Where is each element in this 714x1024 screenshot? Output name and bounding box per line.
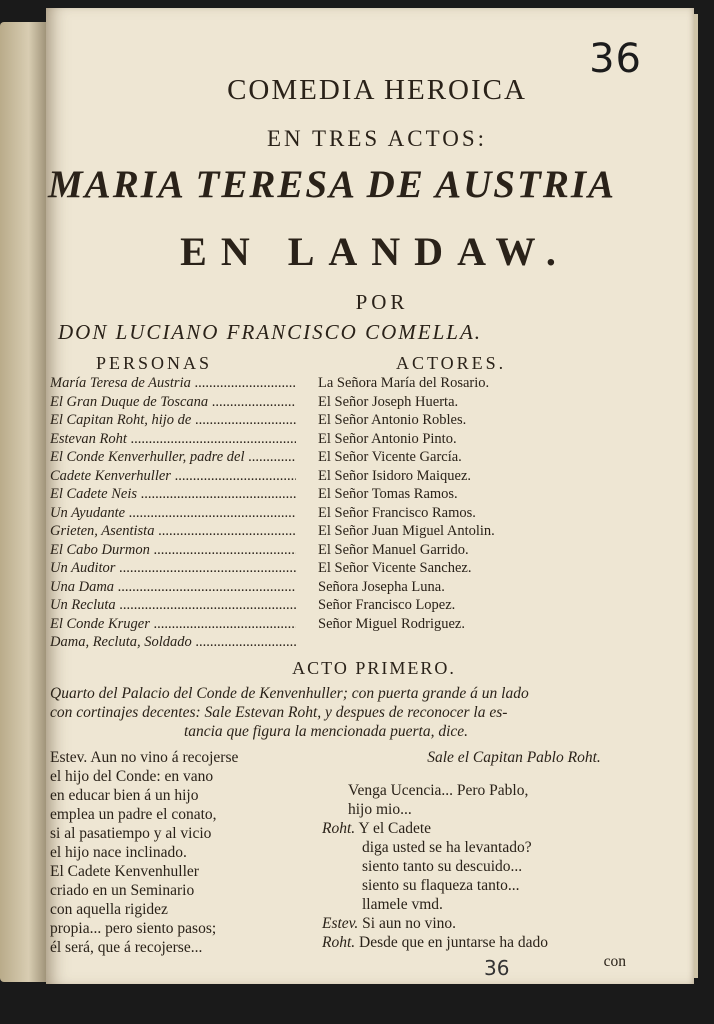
play-title: MARIA TERESA DE AUSTRIA [48, 163, 617, 206]
verse-line: en educar bien á un hijo [50, 787, 199, 804]
cast-row [46, 559, 694, 578]
cast-list [46, 374, 694, 652]
cast-row [46, 374, 694, 393]
verse-line [322, 895, 682, 914]
verse-line: criado en un Seminario [50, 882, 195, 899]
persona-name: Cadete Kenverhuller ..... [50, 467, 296, 486]
cast-row [46, 393, 694, 412]
dialogue-left-column [50, 748, 290, 957]
stage-direction: Sale el Capitan Pablo Roht. [427, 749, 601, 766]
actor-name: El Señor Vicente García. [318, 449, 462, 465]
actor-name: El Señor Juan Miguel Antolin. [318, 523, 495, 539]
handwritten-bottom-mark: 36 [484, 956, 510, 980]
verse-line [322, 876, 682, 895]
verse-text: llamele vmd. [362, 896, 443, 913]
por-label: POR [355, 290, 409, 314]
actor-name: El Señor Antonio Pinto. [318, 430, 457, 447]
verse-line [322, 819, 682, 838]
play-title-place: EN LANDAW. [180, 229, 570, 274]
persona-name: El Cadete Neis ..... [50, 485, 296, 504]
persona-name: El Conde Kruger ..... [50, 615, 296, 634]
speaker-label: Estev. [322, 915, 359, 932]
persona-name: María Teresa de Austria ..... [50, 374, 296, 393]
persona-name: El Conde Kenverhuller, padre del ..... [50, 448, 296, 467]
cast-row [46, 485, 694, 504]
cast-row [46, 633, 694, 652]
actor-name: Señor Francisco Lopez. [318, 597, 456, 613]
verse-text: diga usted se ha levantado? [362, 839, 532, 856]
cast-row [46, 430, 694, 449]
speaker-label: Roht. [322, 934, 356, 951]
actor-name: El Señor Francisco Ramos. [318, 504, 476, 521]
actor-name: La Señora María del Rosario. [318, 375, 490, 391]
verse-text: Y el Cadete [355, 820, 432, 837]
persona-name: Grieten, Asentista ..... [50, 522, 296, 541]
verse-line [322, 838, 682, 857]
act-heading: ACTO PRIMERO. [292, 658, 456, 678]
cast-row [46, 448, 694, 467]
verse-text: siento tanto su descuido... [362, 858, 523, 875]
verse-line: El Cadete Kenvenhuller [50, 863, 199, 880]
verse-line: con aquella rigidez [50, 901, 168, 918]
scene-line: tancia que figura la mencionada puerta, dice. [183, 723, 469, 740]
persona-name: Un Recluta ..... [50, 596, 296, 615]
persona-name: Estevan Roht ..... [50, 430, 296, 449]
verse-line: propia... pero siento pasos; [50, 920, 217, 937]
author-name: DON LUCIANO FRANCISCO COMELLA. [58, 320, 483, 344]
persona-name: El Capitan Roht, hijo de ..... [50, 411, 296, 430]
actor-name: El Señor Joseph Huerta. [318, 393, 459, 410]
scene-line: Quarto del Palacio del Conde de Kenvenhuller; con puerta grande á un lado [50, 685, 529, 702]
cast-row [46, 541, 694, 560]
speaker-label: Roht. [322, 820, 356, 837]
verse-line: él será, que á recojerse... [50, 939, 203, 956]
actores-header: ACTORES. [396, 353, 507, 373]
verse-line: emplea un padre el conato, [50, 806, 217, 823]
cast-row [46, 467, 694, 486]
cast-row [46, 596, 694, 615]
verse-line [322, 857, 682, 876]
persona-name: Un Auditor ..... [50, 559, 296, 578]
scene-line: con cortinajes decentes: Sale Estevan Roht, y despues de reconocer la es- [50, 704, 508, 721]
persona-name: Dama, Recluta, Soldado ..... [50, 633, 296, 652]
handwritten-page-number: 36 [589, 36, 642, 82]
verse-text: Si aun no vino. [358, 915, 457, 932]
verse-line [322, 781, 682, 800]
cast-row [46, 504, 694, 523]
persona-name: El Cabo Durmon ..... [50, 541, 296, 560]
actor-name: El Señor Manuel Garrido. [318, 541, 469, 558]
verse-line: Estev. Aun no vino á recojerse [50, 749, 239, 766]
verse-line: si al pasatiempo y al vicio [50, 825, 212, 842]
title-line-2: EN TRES ACTOS: [266, 126, 488, 151]
book-page [46, 8, 694, 984]
verse-line [322, 933, 682, 952]
verse-text: siento su flaqueza tanto... [362, 877, 520, 894]
dialogue-right-column [322, 748, 682, 971]
facing-page-edge [0, 22, 52, 982]
persona-name: Un Ayudante ..... [50, 504, 296, 523]
cast-row [46, 578, 694, 597]
verse-line [322, 914, 682, 933]
verse-line: el hijo nace inclinado. [50, 844, 187, 861]
verse-line: el hijo del Conde: en vano [50, 768, 214, 785]
verse-line [322, 800, 682, 819]
actor-name: Señora Josepha Luna. [318, 578, 445, 595]
actor-name: El Señor Isidoro Maiquez. [318, 467, 472, 484]
personas-header: PERSONAS [96, 353, 213, 373]
cast-row [46, 615, 694, 634]
actor-name: El Señor Vicente Sanchez. [318, 560, 472, 576]
cast-row [46, 522, 694, 541]
actor-name: El Señor Tomas Ramos. [318, 486, 458, 502]
cast-row [46, 411, 694, 430]
actor-name: Señor Miguel Rodriguez. [318, 615, 465, 632]
verse-text: Venga Ucencia... Pero Pablo, [348, 782, 529, 799]
actor-name: El Señor Antonio Robles. [318, 412, 467, 428]
title-line-1: COMEDIA HEROICA [227, 74, 527, 106]
persona-name: El Gran Duque de Toscana ..... [50, 393, 296, 412]
verse-text: hijo mio... [348, 801, 412, 818]
verse-text: Desde que en juntarse ha dado [355, 934, 548, 951]
persona-name: Una Dama ..... [50, 578, 296, 597]
scene-description [50, 684, 602, 741]
catchword: con [603, 953, 626, 970]
